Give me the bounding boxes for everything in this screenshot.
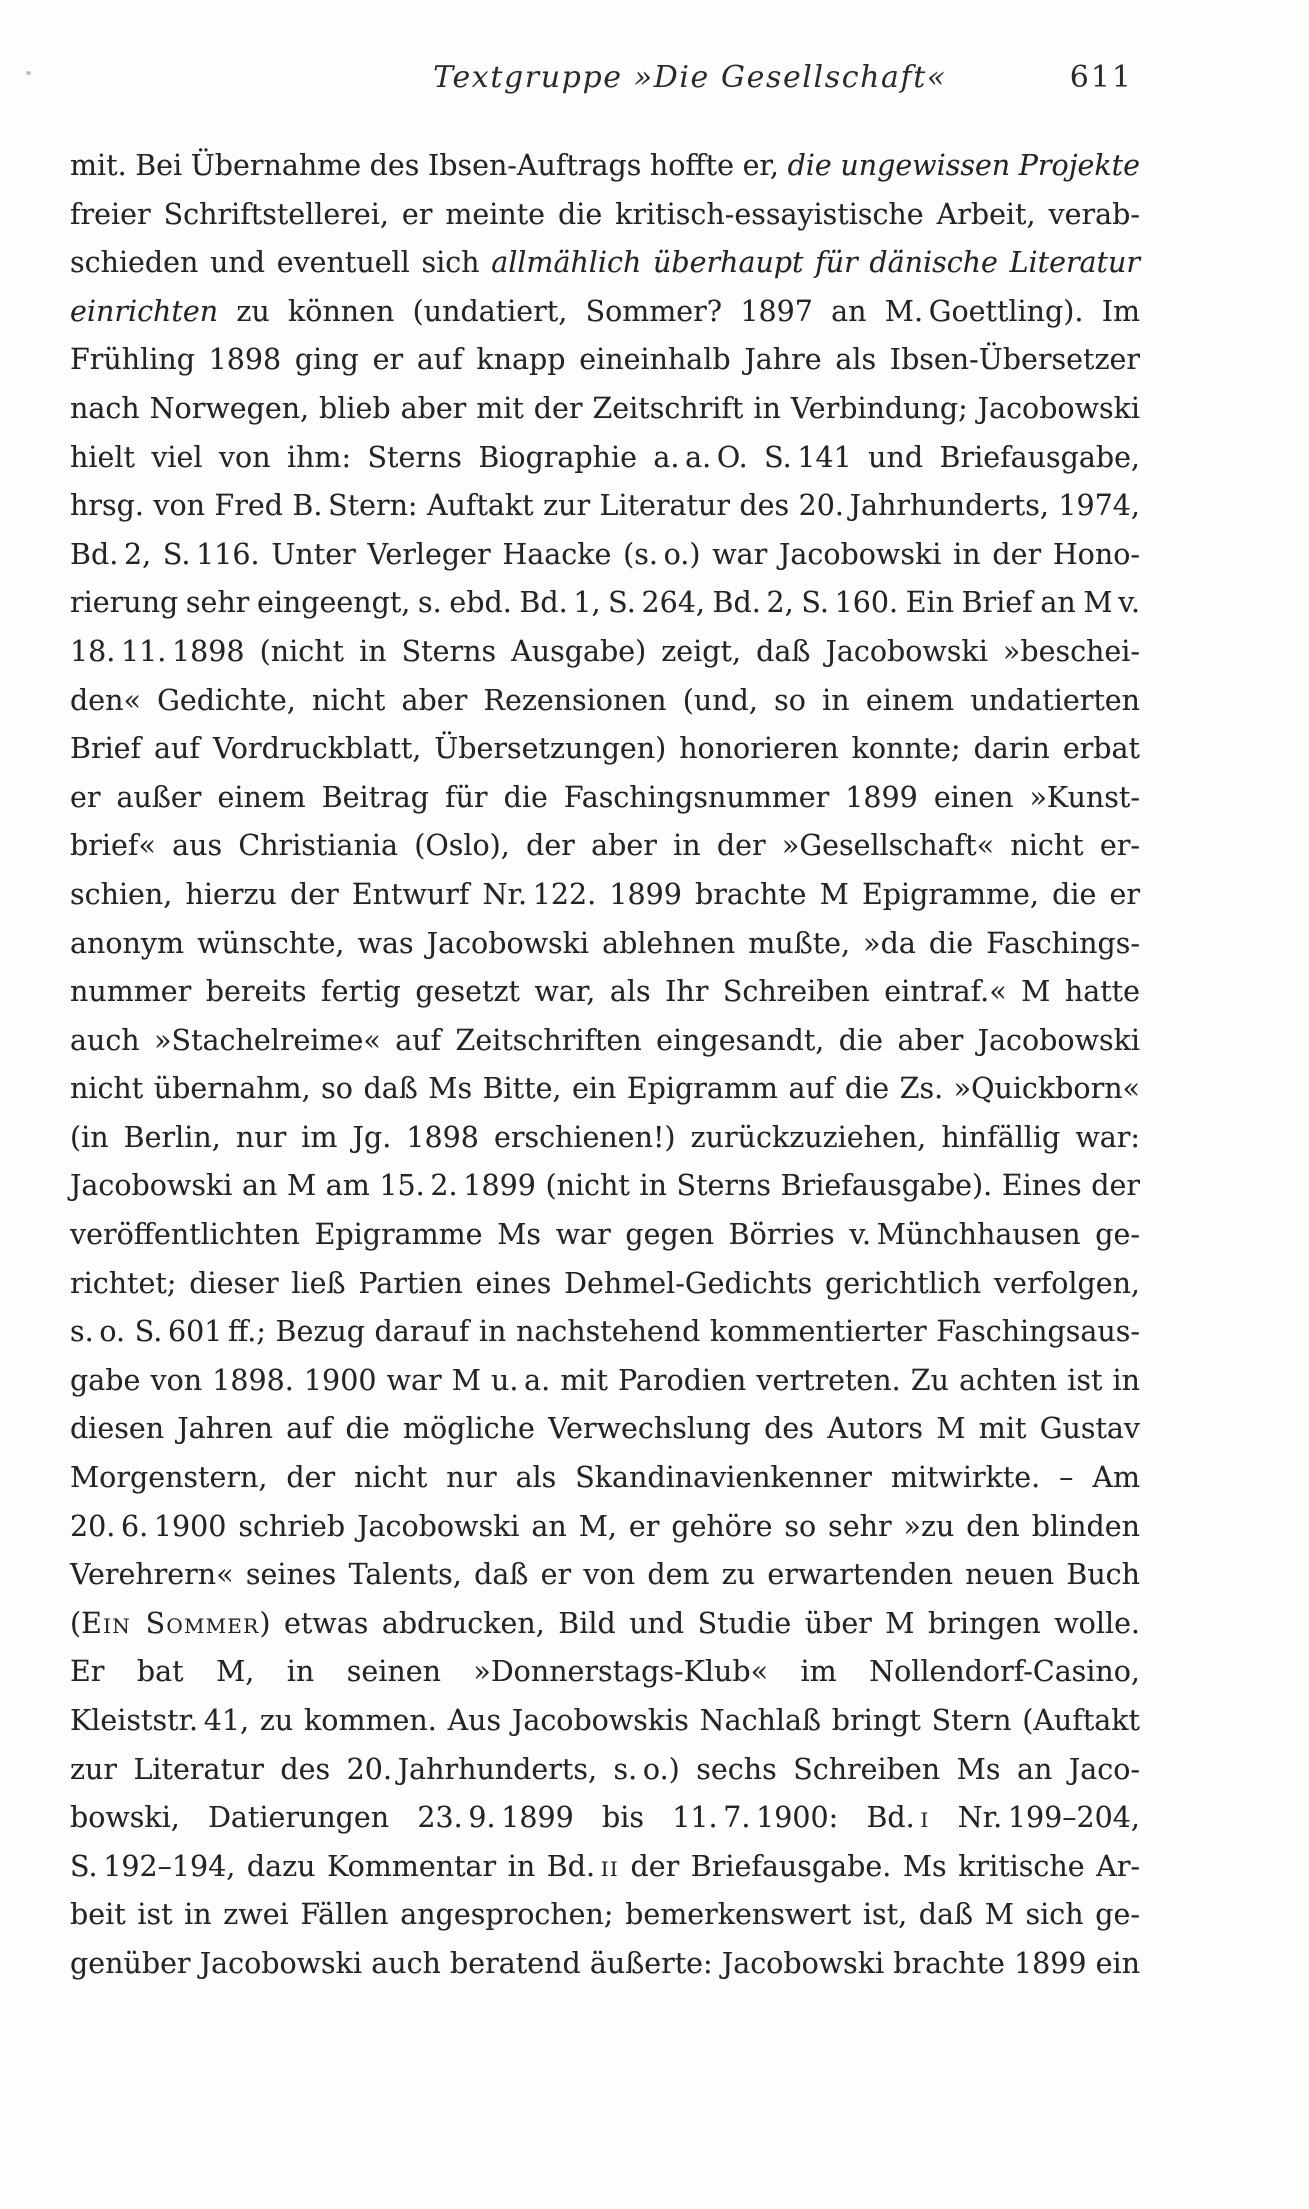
text-segment: genüber Jacobowski auch beratend äußerte: Jacobowski brachte 1899 ein [70,1946,1140,1980]
body-line-text [70,441,1140,474]
body-line [70,920,1140,969]
text-segment: gabe von 1898. 1900 war M u. a. mit Parodien vertreten. Zu achten ist in [70,1363,1140,1397]
body-line [70,1017,1140,1066]
body-line-text [70,927,1140,960]
body-line-text [70,1947,1140,1980]
text-segment: ) etwas abdrucken, Bild und Studie über M bringen wolle. [259,1606,1140,1640]
body-line [70,774,1140,823]
body-line-text [70,1655,1140,1688]
body-line [70,1114,1140,1163]
body-line [70,1697,1140,1746]
text-segment: 18. 11. 1898 (nicht in Sterns Ausgabe) zeigt, daß Jacobowski »beschei- [70,634,1140,668]
body-line [70,1551,1140,1600]
text-segment: 20. 6. 1900 schrieb Jacobowski an M, er gehöre so sehr »zu den blinden [70,1509,1140,1543]
body-line [70,482,1140,531]
body-line-text [70,1364,1140,1397]
body-text [70,142,1140,1989]
body-line-text [70,975,1140,1008]
body-line-text [70,1753,1140,1786]
body-line-text [70,1558,1140,1591]
body-line-text [70,1607,1140,1640]
text-segment: Jacobowski an M am 15. 2. 1899 (nicht in Sterns Briefausgabe). Eines der [70,1169,1140,1203]
body-line-text [70,1850,1140,1883]
text-segment: hielt viel von ihm: Sterns Biographie a. a. O. S. 141 und Briefausgabe, [70,440,1140,474]
text-segment: Nr. 199–204, [929,1801,1140,1835]
text-segment: ( [70,1606,82,1640]
text-segment: nach Norwegen, blieb aber mit der Zeitschrift in Verbindung; Jacobowski [70,391,1140,425]
body-line-text [70,295,1140,328]
text-segment: Er bat M, in seinen »Donnerstags-Klub« im Nollendorf-Casino, [70,1655,1140,1689]
text-segment: Morgenstern, der nicht nur als Skandinavienkenner mitwirkte. – Am [70,1461,1140,1495]
body-line [70,822,1140,871]
text-segment: Frühling 1898 ging er auf knapp eineinhalb Jahre als Ibsen-Übersetzer [70,343,1140,377]
body-line-text [70,1169,1140,1202]
body-line-text [70,246,1140,279]
body-line-text [70,1461,1140,1494]
body-line [70,1746,1140,1795]
text-segment: rierung sehr eingeengt, s. ebd. Bd. 1, S. 264, Bd. 2, S. 160. Ein Brief an M v. [70,586,1140,620]
body-line [70,434,1140,483]
italic-segment: die ungewissen Projekte [787,149,1140,182]
body-line-text [70,392,1140,425]
text-segment: Kleiststr. 41, zu kommen. Aus Jacobowskis Nachlaß bringt Stern (Auftakt [70,1704,1140,1737]
body-line [70,1308,1140,1357]
text-segment: anonym wünschte, was Jacobowski ablehnen mußte, »da die Faschings- [70,926,1140,960]
text-segment: beit ist in zwei Fällen angesprochen; bemerkenswert ist, daß M sich ge- [70,1898,1140,1932]
text-segment: schien, hierzu der Entwurf Nr. 122. 1899 brachte M Epigramme, die er [70,877,1140,911]
body-line-text [70,1267,1140,1300]
body-line-text [70,1412,1140,1445]
text-segment: er außer einem Beitrag für die Faschingsnummer 1899 einen »Kunst- [70,780,1140,814]
body-line [70,336,1140,385]
body-line [70,1357,1140,1406]
body-line-text [70,732,1140,765]
body-line [70,1260,1140,1309]
text-segment: diesen Jahren auf die mögliche Verwechslung des Autors M mit Gustav [70,1412,1140,1446]
body-line [70,1454,1140,1503]
body-line-text [70,1072,1140,1105]
smallcaps-segment: i [920,1801,930,1835]
body-line [70,142,1140,191]
body-line [70,871,1140,920]
body-line-text [70,635,1140,668]
text-segment: mit. Bei Übernahme des Ibsen-Auftrags hoffte er, [70,149,788,182]
body-line-text [70,781,1140,814]
scan-artifact-dot [26,71,31,75]
text-segment: nicht übernahm, so daß Ms Bitte, ein Epigramm auf die Zs. »Quickborn« [70,1072,1140,1106]
text-segment: den« Gedichte, nicht aber Rezensionen (und, so in einem undatierten [70,683,1140,717]
italic-segment: allmählich überhaupt für dänische Literatur [491,246,1140,280]
text-segment: hrsg. von Fred B. Stern: Auftakt zur Literatur des 20. Jahrhunderts, 1974, [70,489,1140,523]
body-line [70,725,1140,774]
running-title: Textgruppe »Die Gesellschaft« [433,60,947,95]
body-line-text [70,343,1140,376]
body-line-text [70,198,1140,231]
smallcaps-segment: Ein Sommer [81,1606,260,1640]
page-number: 611 [1069,60,1133,95]
body-line [70,1940,1140,1989]
body-line-text [70,489,1140,522]
body-line [70,1405,1140,1454]
body-line-text [70,1315,1140,1348]
italic-segment: einrichten [70,294,219,328]
body-line [70,677,1140,726]
smallcaps-segment: ii [600,1849,619,1883]
body-line [70,1648,1140,1697]
text-segment: schieden und eventuell sich [70,246,492,280]
body-line-text [70,1218,1140,1251]
text-segment: auch »Stachelreime« auf Zeitschriften eingesandt, die aber Jacobowski [70,1023,1140,1057]
body-line [70,1843,1140,1892]
body-line-text [70,149,1140,182]
text-segment: nummer bereits fertig gesetzt war, als Ihr Schreiben eintraf.« M hatte [70,975,1140,1009]
text-segment: Bd. 2, S. 116. Unter Verleger Haacke (s. o.) war Jacobowski in der Hono- [70,537,1140,571]
body-line [70,628,1140,677]
body-line-text [70,1024,1140,1057]
text-segment: veröffentlichten Epigramme Ms war gegen Börries v. Münchhausen ge- [70,1218,1140,1252]
body-line-text [70,586,1140,619]
text-segment: bowski, Datierungen 23. 9. 1899 bis 11. 7. 1900: Bd. [70,1801,921,1835]
text-segment: (in Berlin, nur im Jg. 1898 erschienen!) zurückzuziehen, hinfällig war: [70,1120,1140,1154]
body-line [70,385,1140,434]
body-line [70,1600,1140,1649]
text-segment: zu können (undatiert, Sommer? 1897 an M. Goettling). Im [218,294,1140,328]
body-line-text [70,1898,1140,1931]
body-line [70,531,1140,580]
text-segment: richtet; dieser ließ Partien eines Dehmel-Gedichts gerichtlich verfolgen, [70,1266,1140,1300]
text-segment: S. 192–194, dazu Kommentar in Bd. [70,1849,601,1883]
body-line-text [70,1704,1140,1737]
text-segment: freier Schriftstellerei, er meinte die kritisch-essayistische Arbeit, verab- [70,197,1140,231]
text-segment: s. o. S. 601 ff.; Bezug darauf in nachstehend kommentierter Faschingsaus- [70,1315,1140,1349]
body-line [70,191,1140,240]
text-segment: der Briefausgabe. Ms kritische Ar- [618,1849,1140,1883]
body-line [70,1794,1140,1843]
text-segment: brief« aus Christiania (Oslo), der aber in der »Gesellschaft« nicht er- [70,829,1140,863]
body-line-text [70,1801,1140,1834]
body-line-text [70,1121,1140,1154]
body-line [70,1162,1140,1211]
text-segment: Brief auf Vordruckblatt, Übersetzungen) honorieren konnte; darin erbat [70,732,1140,766]
body-line-text [70,1510,1140,1543]
body-line [70,1065,1140,1114]
body-line [70,968,1140,1017]
body-line-text [70,538,1140,571]
text-segment: zur Literatur des 20. Jahrhunderts, s. o.) sechs Schreiben Ms an Jaco- [70,1752,1140,1786]
body-line [70,288,1140,337]
body-line-text [70,684,1140,717]
body-line [70,579,1140,628]
body-line-text [70,878,1140,911]
body-line-text [70,829,1140,862]
text-segment: Verehrern« seines Talents, daß er von dem zu erwartenden neuen Buch [70,1558,1140,1592]
body-line [70,1891,1140,1940]
body-line [70,239,1140,288]
body-line [70,1211,1140,1260]
body-line [70,1503,1140,1552]
